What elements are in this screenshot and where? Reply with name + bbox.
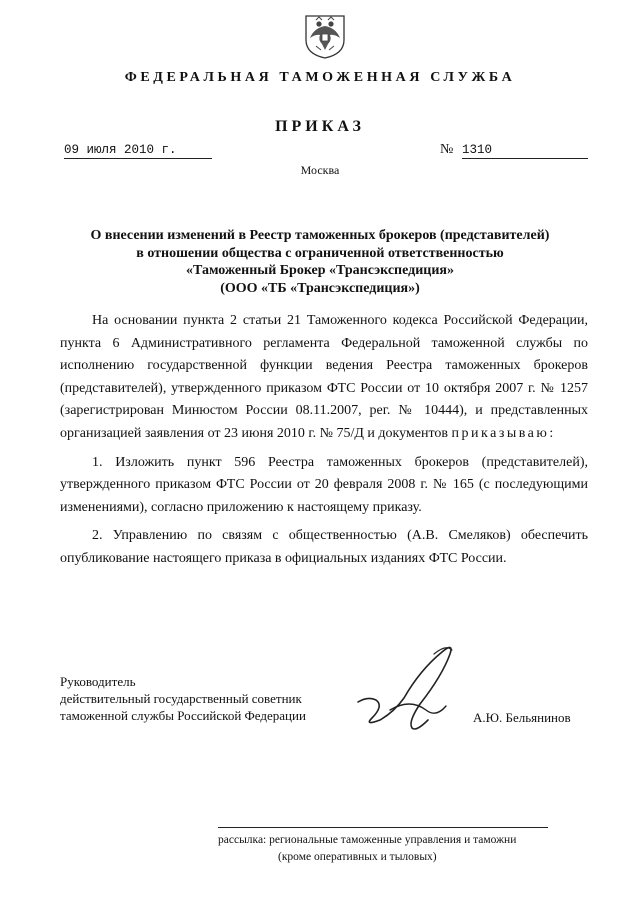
order-subject bbox=[60, 227, 580, 297]
russian-eagle-emblem-icon bbox=[302, 10, 348, 60]
distribution-line: (кроме оперативных и тыловых) bbox=[278, 851, 437, 863]
signatory-title-line: действительный государственный советник bbox=[60, 691, 302, 706]
preamble-text: На основании пункта 2 статьи 21 Таможенного кодекса Российской Федерации, пункта 6 Административного регламента Федеральной таможенной службы по исполнению государственной функции ведения Реестра таможенных брокеров (представителей), утвержденного приказом ФТС России от 10 октября 2007 г. № 1257 (зарегистрирован Минюстом России 08.11.2007, рег. № 10444), и представленных организацией заявления от 23 июня 2010 г. № 75/Д и документов bbox=[60, 313, 588, 441]
preamble-paragraph bbox=[60, 310, 588, 446]
distribution-divider bbox=[218, 827, 548, 828]
order-date: 09 июля 2010 г. bbox=[64, 143, 212, 159]
order-item-1: 1. Изложить пункт 596 Реестра таможенных брокеров (представителей), утвержденного приказом ФТС России от 20 февраля 2008 г. № 165 (с последующими изменениями), согласно приложению к настоящему приказу. bbox=[60, 454, 588, 515]
order-word: приказываю: bbox=[451, 425, 556, 441]
order-item-2: 2. Управлению по связям с общественностью (А.В. Смеляков) обеспечить опубликование настоящего приказа в официальных изданиях ФТС России. bbox=[60, 528, 588, 566]
signer-name: А.Ю. Бельянинов bbox=[473, 710, 571, 725]
subject-line: в отношении общества с ограниченной ответственностью bbox=[136, 245, 504, 261]
signatory-title bbox=[60, 673, 380, 724]
subject-line: «Таможенный Брокер «Трансэкспедиция» bbox=[185, 263, 455, 278]
document-type: ПРИКАЗ bbox=[275, 118, 365, 135]
order-body bbox=[60, 310, 588, 571]
subject-line: (ООО «ТБ «Трансэкспедиция») bbox=[220, 280, 420, 296]
signatory-title-line: Руководитель bbox=[60, 674, 136, 689]
order-number: 1310 bbox=[462, 143, 588, 159]
distribution-line: рассылка: региональные таможенные управления и таможни bbox=[218, 834, 517, 846]
order-number-prefix: № bbox=[440, 142, 454, 157]
city: Москва bbox=[300, 163, 340, 177]
agency-name: ФЕДЕРАЛЬНАЯ ТАМОЖЕННАЯ СЛУЖБА bbox=[124, 70, 516, 85]
handwritten-signature-icon bbox=[350, 640, 480, 740]
distribution-list bbox=[218, 832, 558, 866]
subject-line: О внесении изменений в Реестр таможенных брокеров (представителей) bbox=[90, 228, 550, 243]
signatory-title-line: таможенной службы Российской Федерации bbox=[60, 708, 306, 723]
